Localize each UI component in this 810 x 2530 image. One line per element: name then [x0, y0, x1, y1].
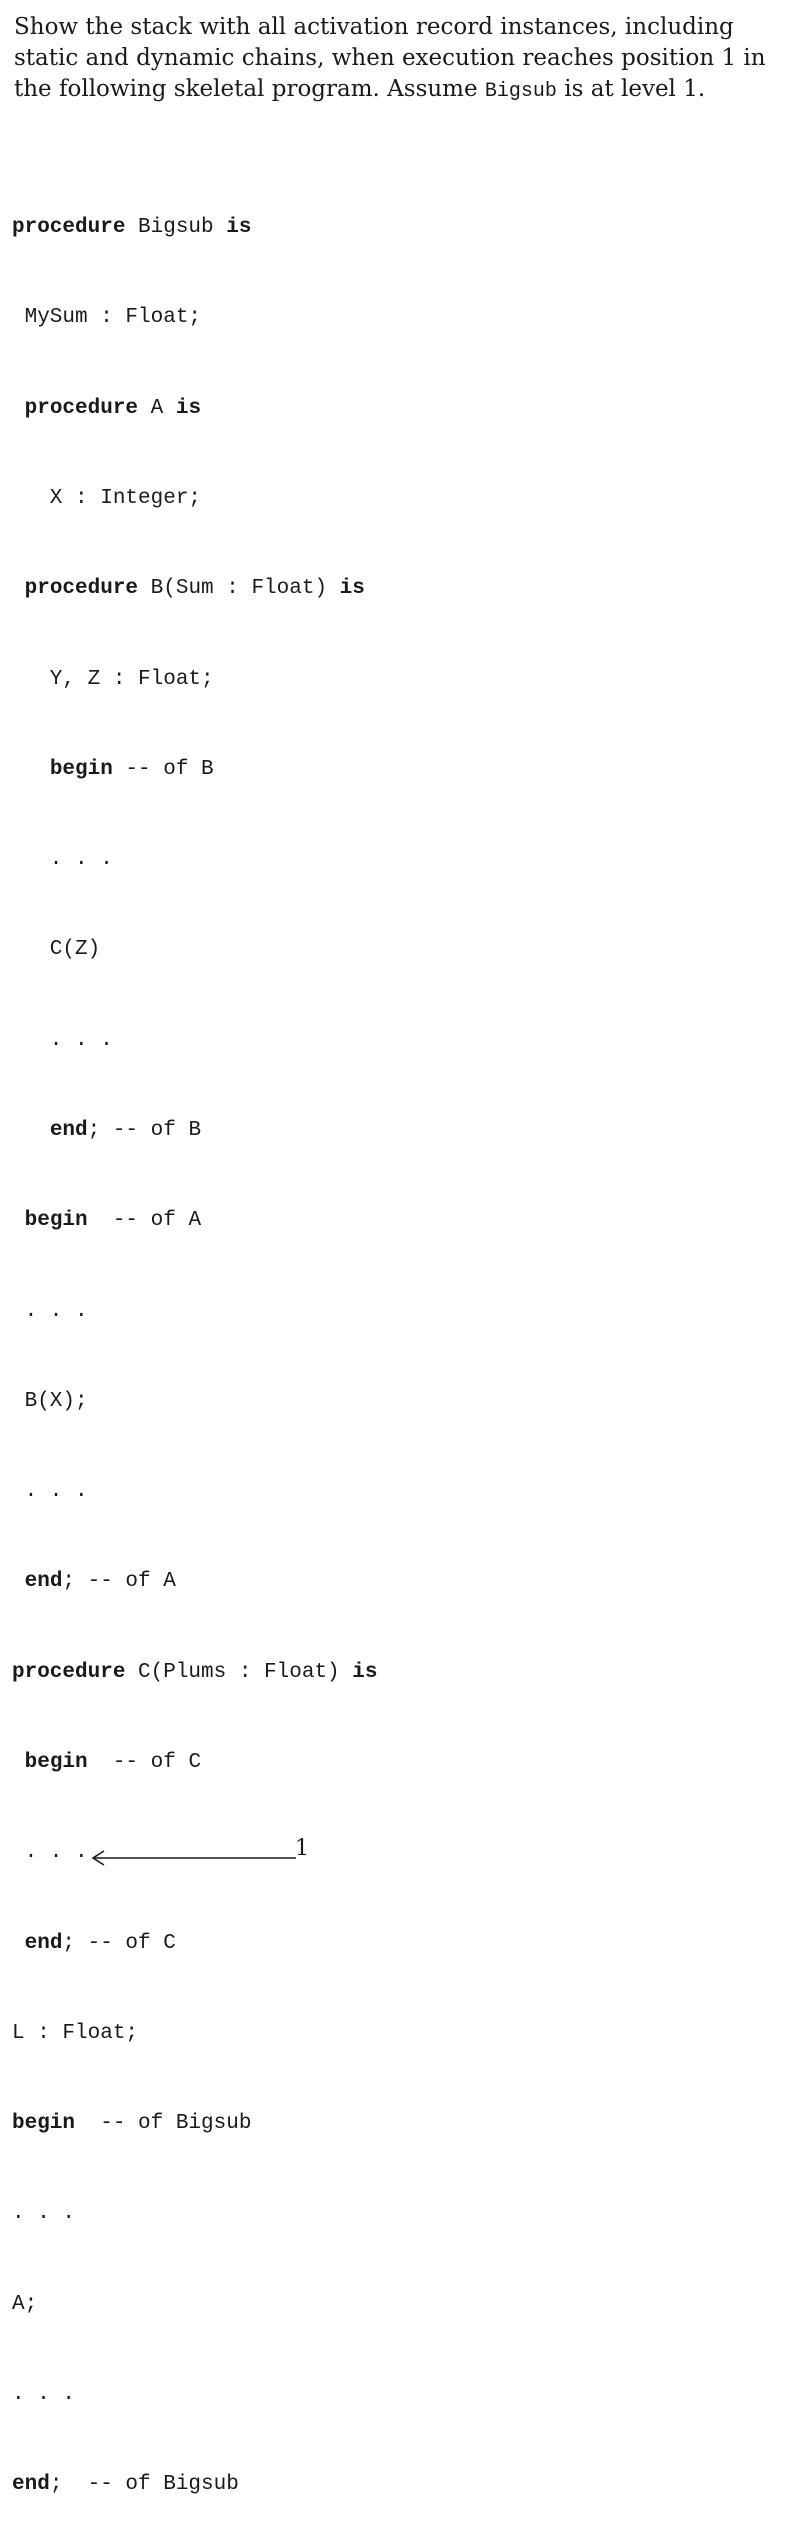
code-line	[12, 1297, 377, 1327]
question-text-before: Show the stack with all activation record instances, including static and dynamic chains, when execution reaches position 1 in the following skeletal program. Assume	[14, 14, 766, 102]
indent	[12, 1932, 25, 1955]
keyword: procedure	[12, 1660, 126, 1684]
code-line	[12, 574, 377, 604]
code-text: X : Integer;	[12, 487, 202, 511]
left-arrow-icon	[90, 1850, 300, 1866]
code-line	[12, 1477, 377, 1507]
keyword: is	[352, 1660, 378, 1684]
code-text: MySum : Float;	[12, 306, 202, 330]
keyword: end	[24, 1931, 63, 1955]
code-line	[12, 1567, 377, 1597]
keyword: end	[49, 1119, 88, 1142]
code-text: . . .	[12, 1028, 113, 1052]
code-text: . . .	[12, 2382, 76, 2406]
comment: ; -- of Bigsub	[49, 2473, 239, 2497]
code-text: . . .	[12, 1299, 88, 1323]
code-line	[12, 1026, 377, 1056]
code-line	[12, 2380, 377, 2410]
code-text: . . .	[12, 1480, 88, 1504]
keyword: begin	[12, 2112, 76, 2136]
keyword: procedure	[12, 216, 126, 240]
code-text: . . .	[12, 848, 113, 872]
code-line	[12, 755, 377, 785]
code-line-position-1	[12, 1838, 377, 1868]
code-line	[12, 1116, 377, 1146]
code-line	[12, 665, 377, 695]
code-text: . . .	[12, 2202, 76, 2226]
indent	[12, 1209, 25, 1232]
comment: -- of B	[112, 757, 214, 781]
code-line	[12, 935, 377, 965]
indent	[12, 577, 25, 600]
comment: -- of A	[87, 1209, 202, 1233]
code-line	[12, 213, 377, 243]
code-line	[12, 845, 377, 875]
code-text: A;	[12, 2292, 38, 2316]
question-code-term: Bigsub	[484, 80, 557, 103]
keyword: begin	[49, 757, 113, 781]
code-listing	[12, 153, 377, 2530]
code-text: Bigsub	[125, 216, 227, 240]
code-line	[12, 1929, 377, 1959]
keyword: end	[24, 1570, 63, 1594]
code-text: C(Z)	[12, 938, 101, 962]
comment: ; -- of C	[62, 1931, 176, 1955]
comment: ; -- of B	[87, 1119, 202, 1142]
code-line	[12, 1387, 377, 1417]
comment: ; -- of A	[62, 1570, 176, 1594]
indent	[12, 397, 25, 420]
code-line	[12, 2290, 377, 2320]
comment: -- of Bigsub	[75, 2112, 252, 2136]
code-line	[12, 484, 377, 514]
keyword: is	[339, 577, 365, 601]
code-line	[12, 1748, 377, 1778]
code-text: B(X);	[12, 1389, 88, 1413]
code-line	[12, 1206, 377, 1236]
code-text: L : Float;	[12, 2021, 139, 2045]
keyword: begin	[24, 1750, 88, 1774]
code-text: B(Sum : Float)	[138, 577, 340, 601]
keyword: procedure	[24, 577, 139, 601]
indent	[12, 758, 50, 781]
code-text: . . .	[12, 1841, 88, 1865]
code-line	[12, 1658, 377, 1688]
indent	[12, 1119, 50, 1142]
code-text: Y, Z : Float;	[12, 667, 214, 691]
code-line	[12, 2019, 377, 2049]
code-text: A	[138, 396, 176, 420]
keyword: procedure	[24, 396, 139, 420]
keyword: is	[226, 216, 252, 240]
indent	[12, 1751, 25, 1774]
keyword: begin	[24, 1209, 88, 1233]
code-text: C(Plums : Float)	[125, 1660, 353, 1684]
code-line	[12, 2109, 377, 2139]
code-line	[12, 2199, 377, 2229]
code-line	[12, 2470, 377, 2500]
position-arrow	[90, 1847, 300, 1863]
code-line	[12, 303, 377, 333]
keyword: end	[12, 2473, 50, 2497]
position-marker-label: 1	[295, 1836, 309, 1862]
comment: -- of C	[87, 1750, 202, 1774]
keyword: is	[175, 396, 202, 420]
indent	[12, 1570, 25, 1593]
code-line	[12, 394, 377, 424]
question-text	[14, 12, 794, 107]
question-text-after: is at level 1.	[556, 76, 706, 102]
